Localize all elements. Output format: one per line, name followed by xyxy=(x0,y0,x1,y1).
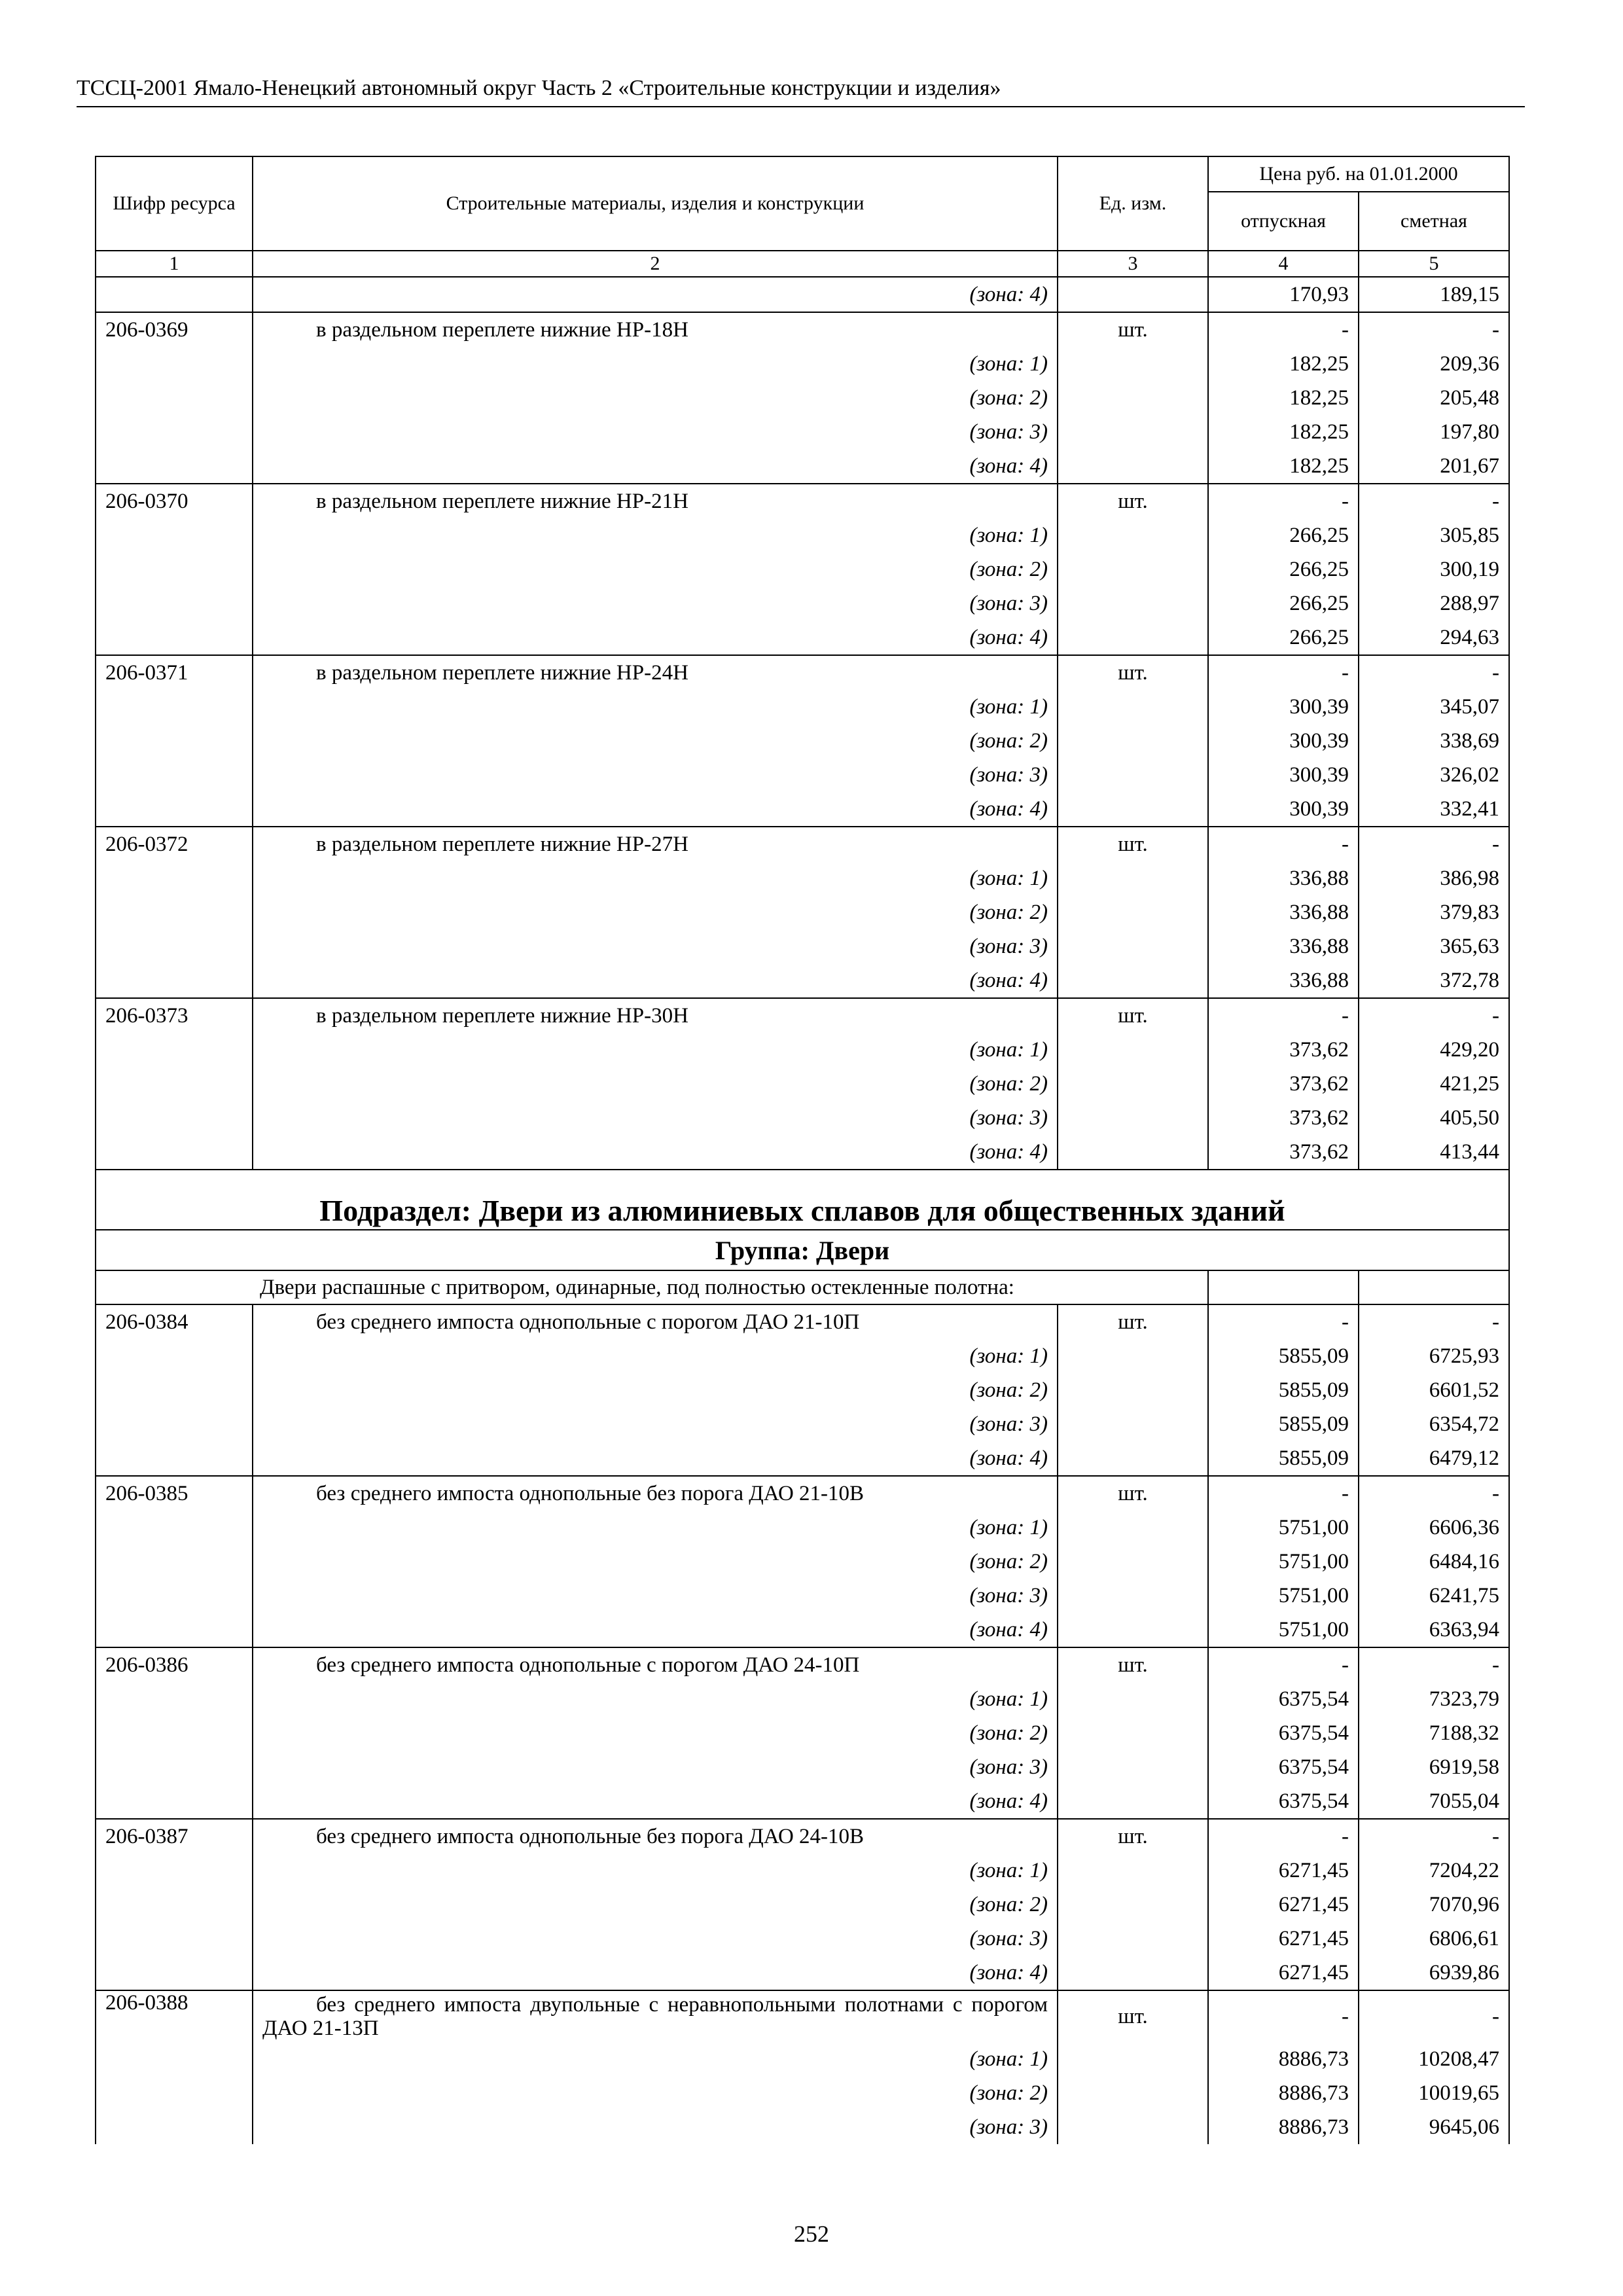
resource-code: 206-0373 xyxy=(96,998,253,1033)
estimate-price: 7070,96 xyxy=(1359,1888,1509,1922)
item-name: в раздельном переплете нижние НР-30Н xyxy=(316,1004,688,1028)
release-price: 336,88 xyxy=(1208,895,1359,929)
table-row xyxy=(96,827,1509,861)
release-price: 5751,00 xyxy=(1208,1511,1359,1545)
table-body-doors xyxy=(96,1304,1509,2144)
item-name: без среднего импоста однопольные без порога ДАО 24-10В xyxy=(316,1825,865,1848)
zone-label: (зона: 2) xyxy=(253,1716,1058,1750)
estimate-price: 288,97 xyxy=(1359,586,1509,620)
release-price: - xyxy=(1208,1647,1359,1682)
table-row xyxy=(96,1067,1509,1101)
table-row xyxy=(96,655,1509,690)
table-row xyxy=(96,1956,1509,1990)
release-price: 5751,00 xyxy=(1208,1613,1359,1647)
document-header: ТССЦ-2001 Ямало-Ненецкий автономный округ Часть 2 «Строительные конструкции и изделия» xyxy=(77,76,1001,100)
resource-code: 206-0369 xyxy=(96,312,253,347)
estimate-price: 326,02 xyxy=(1359,758,1509,792)
zone-label: (зона: 1) xyxy=(253,1682,1058,1716)
release-price: 6271,45 xyxy=(1208,1854,1359,1888)
col-header-release: отпускная xyxy=(1208,192,1359,251)
estimate-price: 372,78 xyxy=(1359,963,1509,998)
table-row xyxy=(96,1339,1509,1373)
table-row xyxy=(96,2076,1509,2110)
release-price: 5855,09 xyxy=(1208,1373,1359,1407)
zone-label: (зона: 1) xyxy=(253,861,1058,895)
col-number: 2 xyxy=(253,251,1058,277)
estimate-price: 10208,47 xyxy=(1359,2042,1509,2076)
estimate-price: 6919,58 xyxy=(1359,1750,1509,1784)
table-row xyxy=(96,1511,1509,1545)
table-row xyxy=(96,1888,1509,1922)
release-price: 6271,45 xyxy=(1208,1888,1359,1922)
col-number: 4 xyxy=(1208,251,1359,277)
estimate-price: 7323,79 xyxy=(1359,1682,1509,1716)
table-row xyxy=(96,1682,1509,1716)
estimate-price: 379,83 xyxy=(1359,895,1509,929)
estimate-price: 305,85 xyxy=(1359,518,1509,552)
table-row xyxy=(96,690,1509,724)
estimate-price: 7204,22 xyxy=(1359,1854,1509,1888)
table-row xyxy=(96,1373,1509,1407)
zone-label: (зона: 2) xyxy=(253,895,1058,929)
estimate-price: 189,15 xyxy=(1359,277,1509,312)
table-row xyxy=(96,449,1509,484)
table-row xyxy=(96,792,1509,827)
table-row xyxy=(96,1033,1509,1067)
table-row xyxy=(96,1545,1509,1579)
resource-code: 206-0386 xyxy=(96,1647,253,1682)
estimate-price: - xyxy=(1359,827,1509,861)
item-name: в раздельном переплете нижние НР-24Н xyxy=(316,661,688,685)
unit-label: шт. xyxy=(1058,484,1208,518)
item-name: без среднего импоста однопольные с порогом ДАО 24-10П xyxy=(316,1653,860,1677)
estimate-price: 421,25 xyxy=(1359,1067,1509,1101)
resource-code: 206-0385 xyxy=(96,1476,253,1511)
release-price: 6375,54 xyxy=(1208,1682,1359,1716)
release-price: 373,62 xyxy=(1208,1101,1359,1135)
zone-label: (зона: 3) xyxy=(253,1579,1058,1613)
table-row xyxy=(96,998,1509,1033)
zone-label: (зона: 3) xyxy=(253,1922,1058,1956)
zone-label: (зона: 3) xyxy=(253,586,1058,620)
table-row xyxy=(96,1819,1509,1854)
item-name: без среднего импоста однопольные с порогом ДАО 21-10П xyxy=(316,1310,860,1334)
table-row xyxy=(96,2042,1509,2076)
estimate-price: 7055,04 xyxy=(1359,1784,1509,1819)
zone-label: (зона: 1) xyxy=(253,347,1058,381)
unit-label: шт. xyxy=(1058,998,1208,1033)
zone-label: (зона: 2) xyxy=(253,1373,1058,1407)
estimate-price: 6363,94 xyxy=(1359,1613,1509,1647)
table-row xyxy=(96,484,1509,518)
estimate-price: - xyxy=(1359,1476,1509,1511)
release-price: 266,25 xyxy=(1208,586,1359,620)
zone-label: (зона: 1) xyxy=(253,1033,1058,1067)
col-header-price: Цена руб. на 01.01.2000 xyxy=(1208,156,1509,192)
table-row xyxy=(96,1750,1509,1784)
col-header-name: Строительные материалы, изделия и конструкции xyxy=(253,156,1058,251)
release-price: 300,39 xyxy=(1208,724,1359,758)
estimate-price: 365,63 xyxy=(1359,929,1509,963)
table-row xyxy=(96,1647,1509,1682)
unit-label: шт. xyxy=(1058,827,1208,861)
price-table xyxy=(95,156,1510,2144)
release-price: 300,39 xyxy=(1208,792,1359,827)
table-row xyxy=(96,1990,1509,2042)
estimate-price: - xyxy=(1359,484,1509,518)
table-row xyxy=(96,381,1509,415)
release-price: - xyxy=(1208,484,1359,518)
table-row xyxy=(96,1101,1509,1135)
table-row xyxy=(96,1441,1509,1476)
item-name: без среднего импоста двупольные с неравнопольными полотнами с порогом ДАО 21-13П xyxy=(262,1993,1048,2040)
resource-code: 206-0372 xyxy=(96,827,253,861)
resource-code: 206-0384 xyxy=(96,1304,253,1339)
zone-label: (зона: 4) xyxy=(253,1441,1058,1476)
table-row xyxy=(96,518,1509,552)
estimate-price: 6241,75 xyxy=(1359,1579,1509,1613)
release-price: - xyxy=(1208,655,1359,690)
release-price: 6375,54 xyxy=(1208,1716,1359,1750)
release-price: 373,62 xyxy=(1208,1135,1359,1170)
group-note: Двери распашные с притвором, одинарные, под полностью остекленные полотна: xyxy=(96,1270,1208,1304)
table-row xyxy=(96,415,1509,449)
col-header-unit: Ед. изм. xyxy=(1058,156,1208,251)
zone-label: (зона: 1) xyxy=(253,1339,1058,1373)
item-name: без среднего импоста однопольные без порога ДАО 21-10В xyxy=(316,1482,865,1505)
table-body-section xyxy=(96,1170,1509,1304)
table-row xyxy=(96,1716,1509,1750)
estimate-price: 197,80 xyxy=(1359,415,1509,449)
estimate-price: 338,69 xyxy=(1359,724,1509,758)
release-price: 182,25 xyxy=(1208,381,1359,415)
unit-label: шт. xyxy=(1058,312,1208,347)
release-price: 5751,00 xyxy=(1208,1545,1359,1579)
release-price: 5751,00 xyxy=(1208,1579,1359,1613)
resource-code: 206-0388 xyxy=(96,1990,253,2042)
release-price: 336,88 xyxy=(1208,963,1359,998)
table-row xyxy=(96,929,1509,963)
estimate-price: 205,48 xyxy=(1359,381,1509,415)
estimate-price: - xyxy=(1359,1304,1509,1339)
table-row xyxy=(96,1476,1509,1511)
release-price: - xyxy=(1208,312,1359,347)
group-title: Группа: Двери xyxy=(96,1230,1509,1270)
release-price: 336,88 xyxy=(1208,861,1359,895)
release-price: 182,25 xyxy=(1208,347,1359,381)
zone-label: (зона: 4) xyxy=(253,963,1058,998)
estimate-price: - xyxy=(1359,1990,1509,2042)
release-price: 8886,73 xyxy=(1208,2042,1359,2076)
table-row xyxy=(96,963,1509,998)
unit-label: шт. xyxy=(1058,1304,1208,1339)
estimate-price: 413,44 xyxy=(1359,1135,1509,1170)
release-price: 6271,45 xyxy=(1208,1956,1359,1990)
unit-label: шт. xyxy=(1058,1476,1208,1511)
zone-label: (зона: 3) xyxy=(253,758,1058,792)
release-price: 300,39 xyxy=(1208,758,1359,792)
col-header-code: Шифр ресурса xyxy=(96,156,253,251)
zone-label: (зона: 3) xyxy=(253,929,1058,963)
zone-label: (зона: 4) xyxy=(253,792,1058,827)
header-rule xyxy=(77,106,1525,107)
release-price: 266,25 xyxy=(1208,518,1359,552)
resource-code: 206-0370 xyxy=(96,484,253,518)
estimate-price: - xyxy=(1359,655,1509,690)
estimate-price: 6806,61 xyxy=(1359,1922,1509,1956)
table-row xyxy=(96,1579,1509,1613)
table-row xyxy=(96,586,1509,620)
estimate-price: 6606,36 xyxy=(1359,1511,1509,1545)
release-price: 6271,45 xyxy=(1208,1922,1359,1956)
col-number: 3 xyxy=(1058,251,1208,277)
estimate-price: 209,36 xyxy=(1359,347,1509,381)
release-price: 373,62 xyxy=(1208,1033,1359,1067)
release-price: - xyxy=(1208,1476,1359,1511)
zone-label: (зона: 3) xyxy=(253,2110,1058,2144)
table-row xyxy=(96,347,1509,381)
table-row xyxy=(96,620,1509,655)
zone-label: (зона: 4) xyxy=(253,449,1058,484)
release-price: 5855,09 xyxy=(1208,1339,1359,1373)
table-row xyxy=(96,724,1509,758)
release-price: - xyxy=(1208,1990,1359,2042)
page-number: 252 xyxy=(794,2221,829,2247)
release-price: 6375,54 xyxy=(1208,1750,1359,1784)
release-price: 182,25 xyxy=(1208,449,1359,484)
estimate-price: 7188,32 xyxy=(1359,1716,1509,1750)
estimate-price: 345,07 xyxy=(1359,690,1509,724)
table-row xyxy=(96,1784,1509,1819)
zone-label: (зона: 1) xyxy=(253,690,1058,724)
zone-label: (зона: 1) xyxy=(253,2042,1058,2076)
estimate-price: 300,19 xyxy=(1359,552,1509,586)
release-price: - xyxy=(1208,998,1359,1033)
table-row xyxy=(96,1613,1509,1647)
zone-label: (зона: 2) xyxy=(253,1888,1058,1922)
release-price: 300,39 xyxy=(1208,690,1359,724)
resource-code: 206-0387 xyxy=(96,1819,253,1854)
zone-label: (зона: 2) xyxy=(253,1067,1058,1101)
release-price: 266,25 xyxy=(1208,620,1359,655)
table-row xyxy=(96,1304,1509,1339)
release-price: 8886,73 xyxy=(1208,2110,1359,2144)
table-row xyxy=(96,1135,1509,1170)
table-body-windows xyxy=(96,277,1509,1170)
estimate-price: 6601,52 xyxy=(1359,1373,1509,1407)
estimate-price: 9645,06 xyxy=(1359,2110,1509,2144)
zone-label: (зона: 4) xyxy=(253,277,1058,312)
release-price: 8886,73 xyxy=(1208,2076,1359,2110)
estimate-price: - xyxy=(1359,1819,1509,1854)
col-number: 5 xyxy=(1359,251,1509,277)
zone-label: (зона: 1) xyxy=(253,1854,1058,1888)
zone-label: (зона: 4) xyxy=(253,620,1058,655)
estimate-price: 6939,86 xyxy=(1359,1956,1509,1990)
release-price: - xyxy=(1208,1819,1359,1854)
table-row xyxy=(96,758,1509,792)
unit-label: шт. xyxy=(1058,1647,1208,1682)
estimate-price: 6354,72 xyxy=(1359,1407,1509,1441)
table-row xyxy=(96,1922,1509,1956)
zone-label: (зона: 4) xyxy=(253,1784,1058,1819)
subsection-title: Подраздел: Двери из алюминиевых сплавов для общественных зданий xyxy=(96,1170,1509,1230)
item-name: в раздельном переплете нижние НР-21Н xyxy=(316,490,688,513)
release-price: 182,25 xyxy=(1208,415,1359,449)
release-price: 6375,54 xyxy=(1208,1784,1359,1819)
zone-label: (зона: 2) xyxy=(253,2076,1058,2110)
estimate-price: 294,63 xyxy=(1359,620,1509,655)
release-price: 5855,09 xyxy=(1208,1407,1359,1441)
table-row xyxy=(96,277,1509,312)
col-header-estimate: сметная xyxy=(1359,192,1509,251)
unit-label: шт. xyxy=(1058,1990,1208,2042)
estimate-price: 201,67 xyxy=(1359,449,1509,484)
estimate-price: 405,50 xyxy=(1359,1101,1509,1135)
estimate-price: - xyxy=(1359,312,1509,347)
zone-label: (зона: 2) xyxy=(253,724,1058,758)
zone-label: (зона: 2) xyxy=(253,1545,1058,1579)
release-price: 266,25 xyxy=(1208,552,1359,586)
zone-label: (зона: 4) xyxy=(253,1135,1058,1170)
table-row xyxy=(96,1407,1509,1441)
estimate-price: - xyxy=(1359,1647,1509,1682)
table-row xyxy=(96,312,1509,347)
release-price: 170,93 xyxy=(1208,277,1359,312)
zone-label: (зона: 4) xyxy=(253,1956,1058,1990)
estimate-price: 10019,65 xyxy=(1359,2076,1509,2110)
zone-label: (зона: 4) xyxy=(253,1613,1058,1647)
estimate-price: 6725,93 xyxy=(1359,1339,1509,1373)
table-row xyxy=(96,861,1509,895)
estimate-price: 332,41 xyxy=(1359,792,1509,827)
zone-label: (зона: 3) xyxy=(253,1407,1058,1441)
zone-label: (зона: 3) xyxy=(253,1750,1058,1784)
estimate-price: 429,20 xyxy=(1359,1033,1509,1067)
zone-label: (зона: 2) xyxy=(253,381,1058,415)
col-number: 1 xyxy=(96,251,253,277)
zone-label: (зона: 3) xyxy=(253,415,1058,449)
unit-label: шт. xyxy=(1058,1819,1208,1854)
zone-label: (зона: 2) xyxy=(253,552,1058,586)
table-row xyxy=(96,1854,1509,1888)
release-price: 373,62 xyxy=(1208,1067,1359,1101)
item-name: в раздельном переплете нижние НР-18Н xyxy=(316,318,688,342)
estimate-price: 6484,16 xyxy=(1359,1545,1509,1579)
release-price: 336,88 xyxy=(1208,929,1359,963)
estimate-price: 386,98 xyxy=(1359,861,1509,895)
item-name: в раздельном переплете нижние НР-27Н xyxy=(316,833,688,856)
zone-label: (зона: 1) xyxy=(253,518,1058,552)
unit-label: шт. xyxy=(1058,655,1208,690)
table-row xyxy=(96,895,1509,929)
zone-label: (зона: 3) xyxy=(253,1101,1058,1135)
table-row xyxy=(96,2110,1509,2144)
estimate-price: - xyxy=(1359,998,1509,1033)
table-row xyxy=(96,552,1509,586)
estimate-price: 6479,12 xyxy=(1359,1441,1509,1476)
zone-label: (зона: 1) xyxy=(253,1511,1058,1545)
resource-code: 206-0371 xyxy=(96,655,253,690)
release-price: 5855,09 xyxy=(1208,1441,1359,1476)
release-price: - xyxy=(1208,1304,1359,1339)
release-price: - xyxy=(1208,827,1359,861)
